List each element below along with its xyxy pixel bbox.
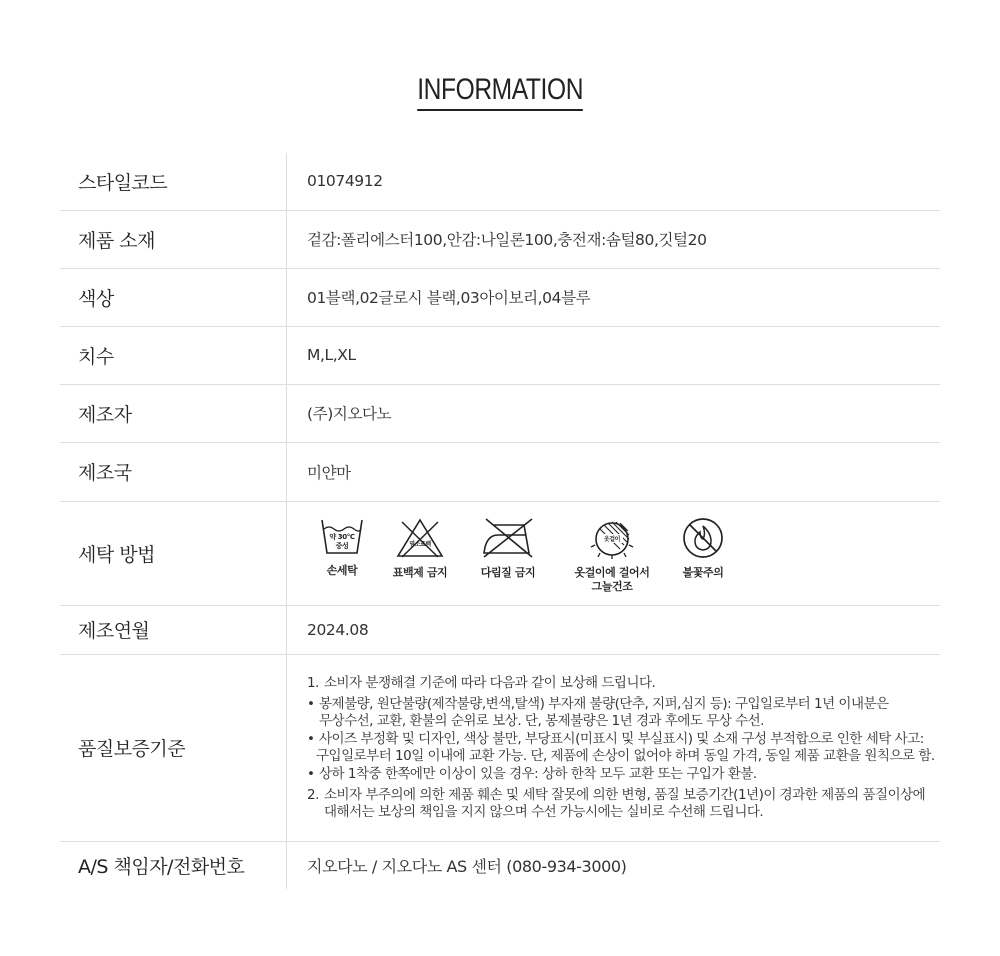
care-icons	[307, 513, 940, 594]
table-row-quality	[60, 654, 940, 841]
color-label: 색상	[60, 268, 287, 326]
bullet-dot: •	[307, 695, 315, 712]
hang-dry-shade-icon	[590, 517, 634, 559]
quality-bullet-1-line1: 봉제불량, 원단불량(제작불량,변색,탈색) 부자재 불량(단추, 지퍼,심지 등): 구입일로부터 1년 이내분은	[319, 695, 889, 712]
quality-item-1	[307, 675, 940, 692]
maker-label: 제조자	[60, 384, 287, 442]
maker-value: (주)지오다노	[287, 384, 941, 442]
material-value: 겉감:폴리에스터100,안감:나일론100,충전재:솜털80,깃털20	[287, 210, 941, 268]
quality-text	[307, 675, 940, 821]
as-value: 지오다노 / 지오다노 AS 센터 (080-934-3000)	[307, 856, 627, 876]
quality-item-2-line1: 소비자 부주의에 의한 제품 훼손 및 세탁 잘못에 의한 변형, 품질 보증기간(1년)이 경과한 제품의 품질이상에	[324, 786, 926, 803]
quality-bullet-3	[307, 766, 940, 783]
style-code-value: 01074912	[287, 153, 941, 210]
info-table	[60, 153, 940, 889]
quality-item-2-num: 2.	[307, 786, 319, 803]
quality-bullet-3-line1: 상하 1착중 한쪽에만 이상이 있을 경우: 상하 한착 모두 교환 또는 구입가 환불.	[319, 765, 757, 782]
quality-bullet-2	[307, 731, 940, 765]
washing-label: 세탁 방법	[60, 501, 287, 605]
table-row-date	[60, 605, 940, 654]
hang-dry-label-line1: 옷걸이에 걸어서	[574, 565, 650, 579]
table-row-style-code	[60, 153, 940, 210]
quality-bullet-1	[307, 696, 940, 730]
quality-item-1-text: 소비자 분쟁해결 기준에 따라 다음과 같이 보상해 드립니다.	[324, 674, 656, 691]
care-no-iron	[469, 517, 547, 594]
quality-item-2	[307, 787, 940, 821]
table-row-material	[60, 210, 940, 268]
bullet-dot: •	[307, 730, 315, 747]
care-fire-caution	[671, 517, 735, 594]
as-label: A/S 책임자/전화번호	[60, 841, 287, 889]
hand-wash-temp: 약 30°C	[329, 532, 355, 541]
quality-item-1-num: 1.	[307, 674, 319, 691]
table-row-country	[60, 442, 940, 501]
size-value: M,L,XL	[287, 326, 941, 384]
care-hang-dry	[569, 517, 655, 594]
quality-item-2-line2: 대해서는 보상의 책임을 지지 않으며 수선 가능시에는 실비로 수선해 드립니다.	[324, 803, 764, 820]
care-no-bleach	[385, 517, 455, 594]
fire-caution-label: 불꽃주의	[682, 565, 724, 579]
size-label: 치수	[60, 326, 287, 384]
style-code-label: 스타일코드	[60, 153, 287, 210]
hang-dry-label	[574, 566, 649, 594]
no-bleach-icon	[394, 517, 446, 559]
bullet-dot: •	[307, 765, 315, 782]
country-value: 미얀마	[287, 442, 941, 501]
hand-wash-icon	[319, 517, 365, 557]
no-bleach-inner: 염소표백	[409, 540, 431, 548]
quality-label: 품질보증기준	[60, 654, 287, 841]
quality-bullet-1-line2: 무상수선, 교환, 환불의 순위로 보상. 단, 봉제불량은 1년 경과 후에도 무상 수선.	[319, 712, 764, 729]
care-hand-wash	[307, 517, 377, 594]
page-title: INFORMATION	[417, 72, 583, 111]
no-bleach-label: 표백제 금지	[392, 565, 448, 579]
quality-bullet-2-line2: 구입일로부터 10일 이내에 교환 가능. 단, 제품에 손상이 없어야 하며 동일 가격, 동일 제품 교환을 원칙으로 함.	[316, 747, 935, 764]
material-label: 제품 소재	[60, 210, 287, 268]
country-label: 제조국	[60, 442, 287, 501]
table-row-size	[60, 326, 940, 384]
table-row-washing	[60, 501, 940, 605]
quality-value	[287, 654, 941, 841]
fire-caution-icon	[681, 517, 725, 559]
date-value: 2024.08	[287, 605, 941, 654]
no-iron-label: 다림질 금지	[480, 565, 536, 579]
table-row-as	[60, 841, 940, 889]
table-row-maker	[60, 384, 940, 442]
hang-dry-label-line2: 그늘건조	[591, 579, 633, 593]
table-row-color	[60, 268, 940, 326]
no-iron-icon	[480, 517, 536, 559]
hang-dry-inner: 옷걸이	[603, 535, 621, 543]
quality-bullet-2-line1: 사이즈 부정확 및 디자인, 색상 불만, 부당표시(미표시 및 부실표시) 및 소재 구성 부적합으로 인한 세탁 사고:	[319, 730, 924, 747]
date-label: 제조연월	[60, 605, 287, 654]
page-title-wrap	[0, 72, 1000, 111]
color-value: 01블랙,02글로시 블랙,03아이보리,04블루	[287, 268, 941, 326]
hand-wash-neutral: 중성	[335, 541, 349, 550]
hand-wash-label: 손세탁	[326, 563, 358, 577]
washing-value	[287, 501, 941, 605]
